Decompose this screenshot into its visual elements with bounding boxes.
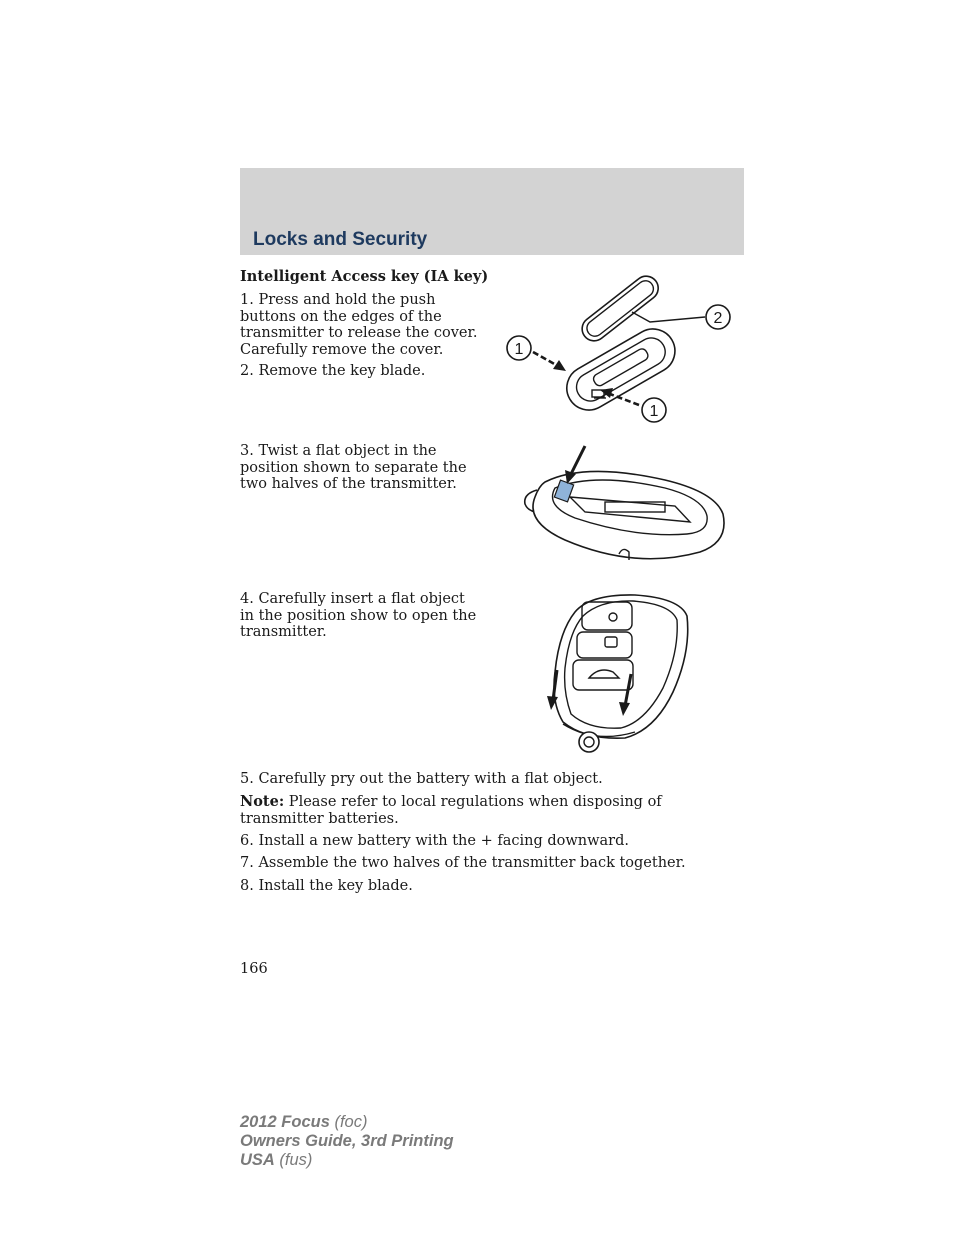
footer-line-2: [240, 1132, 454, 1151]
callout-2: 2: [713, 310, 723, 327]
section-header: [240, 168, 744, 255]
section-title: Locks and Security: [253, 229, 428, 250]
step-8: 8. Install the key blade.: [240, 878, 413, 894]
key-blade-tab: [632, 312, 705, 322]
callout-1a: 1: [514, 341, 524, 358]
page-number: 166: [240, 961, 268, 977]
step-6: 6. Install a new battery with the + facing downward.: [240, 833, 629, 849]
footer-line-3: [240, 1151, 454, 1170]
note: [240, 794, 744, 827]
note-text: Please refer to local regulations when disposing of transmitter batteries.: [240, 794, 662, 827]
subheading: Intelligent Access key (IA key): [240, 268, 489, 285]
arrow-icon: [553, 360, 566, 371]
footer-region: USA: [240, 1151, 275, 1169]
footer-region-code: (fus): [274, 1151, 313, 1169]
footer-guide: Owners Guide, 3rd Printing: [240, 1132, 454, 1150]
step-1: 1. Press and hold the push buttons on the edges of the transmitter to release the cover. Carefully remove the cover.: [240, 292, 478, 358]
note-label: Note:: [240, 793, 285, 810]
step-2: 2. Remove the key blade.: [240, 363, 426, 379]
footer-line-1: [240, 1113, 454, 1132]
figure-cover-removal: [500, 270, 745, 430]
footer-model-code: (foc): [329, 1113, 368, 1131]
figure-open-transmitter: [545, 592, 695, 754]
footer: [240, 1113, 454, 1170]
footer-model: 2012 Focus: [240, 1113, 330, 1131]
step-4: 4. Carefully insert a flat object in the position show to open the transmitter.: [240, 591, 477, 640]
step-5: 5. Carefully pry out the battery with a flat object.: [240, 771, 603, 787]
step-3: 3. Twist a flat object in the position shown to separate the two halves of the transmitter.: [240, 443, 467, 492]
figure-twist-separate: [515, 442, 730, 577]
key-ring-hole: [579, 732, 599, 752]
step-7: 7. Assemble the two halves of the transmitter back together.: [240, 855, 686, 871]
callout-1b: 1: [649, 403, 659, 420]
